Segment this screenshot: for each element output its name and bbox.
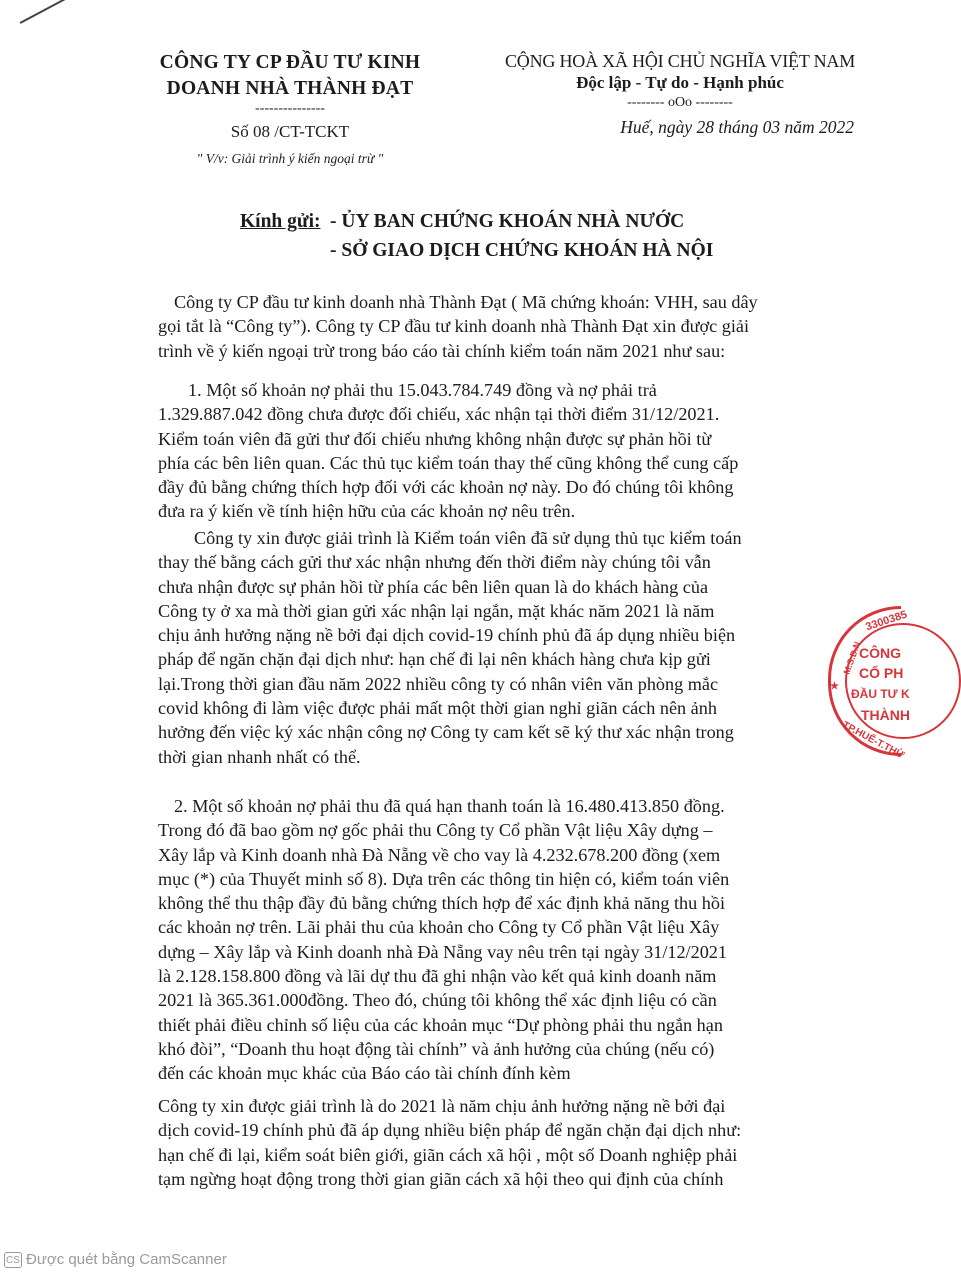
text-line: là 2.128.158.800 đồng và lãi dự thu đã ghi nhận vào kết quả kinh doanh năm bbox=[158, 966, 717, 987]
text-line: đến các khoản mục khác của Báo cáo tài chính đính kèm bbox=[158, 1063, 571, 1084]
text-line: mục (*) của Thuyết minh số 8). Dựa trên các thông tin hiện có, kiểm toán viên bbox=[158, 868, 730, 889]
camscanner-icon: CS bbox=[4, 1252, 22, 1268]
company-name-line2: DOANH NHÀ THÀNH ĐẠT bbox=[166, 78, 414, 99]
text-line: Công ty CP đầu tư kinh doanh nhà Thành Đạt ( Mã chứng khoán: VHH, sau dây bbox=[174, 292, 758, 312]
seal-line-3: ĐẦU TƯ K bbox=[851, 687, 910, 701]
explanation-2-paragraph bbox=[158, 1094, 852, 1191]
company-seal bbox=[828, 606, 910, 762]
intro-paragraph bbox=[158, 290, 852, 363]
text-line: trình về ý kiến ngoại trừ trong báo cáo tài chính kiểm toán năm 2021 như sau: bbox=[158, 340, 726, 361]
text-line: thiết phải điều chỉnh số liệu của các khoản mục “Dự phòng phải thu ngắn hạn bbox=[158, 1014, 723, 1035]
document-date: Huế, ngày 28 tháng 03 năm 2022 bbox=[620, 117, 854, 137]
text-line: đưa ra ý kiến về tính hiện hữu của các khoản nợ nêu trên. bbox=[158, 501, 576, 522]
text-line: thay thế bằng cách gửi thư xác nhận nhưng đến thời điểm này chúng tôi vẫn bbox=[158, 552, 711, 573]
scanner-watermark bbox=[4, 1251, 227, 1268]
text-line: covid không đi làm việc được phải mất một thời gian nghỉ giãn cách nên ảnh bbox=[158, 698, 717, 719]
text-line: Xây lắp và Kinh doanh nhà Đà Nẵng về cho vay là 4.232.678.200 đồng (xem bbox=[158, 844, 721, 865]
text-line: đầy đủ bằng chứng thích hợp đối với các khoản nợ này. Do đó chúng tôi không bbox=[158, 477, 734, 498]
text-line: 2. Một số khoản nợ phải thu đã quá hạn thanh toán là 16.480.413.850 đồng. bbox=[174, 796, 725, 816]
text-line: 1. Một số khoản nợ phải thu 15.043.784.749 đồng và nợ phải trả bbox=[188, 380, 657, 400]
seal-star: ★ bbox=[830, 681, 839, 692]
explanation-1-paragraph bbox=[158, 526, 826, 769]
seal-line-2: CỔ PH bbox=[859, 665, 904, 681]
nation-title: CỘNG HOÀ XÃ HỘI CHỦ NGHĨA VIỆT NAM bbox=[504, 51, 856, 71]
company-header bbox=[120, 50, 460, 170]
seal-side-text: M.S.D.N bbox=[841, 640, 863, 676]
text-line: 1.329.887.042 đồng chưa được đối chiếu, xác nhận tại thời điểm 31/12/2021. bbox=[158, 404, 720, 425]
recipient-1: - ỦY BAN CHỨNG KHOÁN NHÀ NƯỚC bbox=[330, 211, 685, 232]
item-2-paragraph bbox=[158, 794, 852, 1086]
text-line: hưởng đến việc ký xác nhận công nợ Công ty cam kết sẽ ký thư xác nhận trong bbox=[158, 722, 734, 743]
text-line: Công ty xin được giải trình là Kiểm toán viên đã sử dụng thủ tục kiểm toán bbox=[194, 528, 742, 548]
text-line: thời gian nhanh nhất có thể. bbox=[158, 746, 361, 767]
scanner-text: Được quét bằng CamScanner bbox=[26, 1251, 227, 1268]
text-line: pháp để ngăn chặn đại dịch như: hạn chế đi lại nên khách hàng chưa kịp gửi bbox=[158, 649, 711, 670]
seal-line-4: THÀNH bbox=[861, 707, 910, 723]
text-line: chịu ảnh hưởng nặng nề bởi đại dịch covid-19 chính phủ đã áp dụng nhiều biện bbox=[158, 625, 736, 646]
text-line: hạn chế đi lại, kiểm soát biên giới, giãn cách xã hội , một số Doanh nghiệp phải bbox=[158, 1144, 738, 1165]
item-1-paragraph bbox=[158, 378, 852, 524]
text-line: khó đòi”, “Doanh thu hoạt động tài chính” và ảnh hưởng của chúng (nếu có) bbox=[158, 1038, 715, 1059]
document-subject: " V/v: Giải trình ý kiến ngoại trừ " bbox=[196, 151, 384, 166]
text-line: Công ty xin được giải trình là do 2021 là năm chịu ảnh hưởng nặng nề bởi đại bbox=[158, 1096, 726, 1116]
company-divider: --------------- bbox=[255, 101, 325, 116]
text-line: 2021 là 365.361.000đồng. Theo đó, chúng tôi không thể xác định liệu có cần bbox=[158, 990, 717, 1011]
text-line: gọi tắt là “Công ty”). Công ty CP đầu tư kinh doanh nhà Thành Đạt xin được giải bbox=[158, 316, 750, 337]
text-line: tạm ngừng hoạt động trong thời gian giãn cách xã hội theo qui định của chính bbox=[158, 1168, 724, 1189]
nation-motto: Độc lập - Tự do - Hạnh phúc bbox=[576, 73, 784, 92]
text-line: chưa nhận được sự phản hồi từ phía các bên liên quan là do khách hàng của bbox=[158, 576, 709, 597]
seal-bottom-text: TP.HUẾ-T.THỪ bbox=[840, 719, 906, 762]
recipient-label: Kính gửi: bbox=[240, 211, 321, 232]
text-line: Trong đó đã bao gồm nợ gốc phải thu Công ty Cổ phần Vật liệu Xây dựng – bbox=[158, 820, 713, 841]
document-number: Số 08 /CT-TCKT bbox=[230, 122, 350, 141]
text-line: Công ty ở xa mà thời gian gửi xác nhận lại ngắn, mặt khác năm 2021 là năm bbox=[158, 600, 715, 621]
text-line: dịch covid-19 chính phủ đã áp dụng nhiều biện pháp để ngăn chặn đại dịch như: bbox=[158, 1120, 742, 1141]
text-line: Kiểm toán viên đã gửi thư đối chiếu nhưng không nhận được sự phản hồi từ bbox=[158, 428, 712, 449]
recipient-2: - SỞ GIAO DỊCH CHỨNG KHOÁN HÀ NỘI bbox=[330, 240, 714, 261]
text-line: lại.Trong thời gian đầu năm 2022 nhiều công ty có nhân viên văn phòng mắc bbox=[158, 673, 719, 694]
nation-header bbox=[480, 50, 880, 140]
text-line: phía các bên liên quan. Các thủ tục kiểm toán thay thế cũng không thể cung cấp bbox=[158, 452, 739, 473]
seal-line-1: CÔNG bbox=[859, 645, 901, 661]
pen-mark bbox=[20, 0, 67, 23]
text-line: không thể thu thập đầy đủ bằng chứng thích hợp để xác định khả năng thu hồi bbox=[158, 893, 726, 914]
company-name-line1: CÔNG TY CP ĐẦU TƯ KINH bbox=[159, 52, 421, 73]
text-line: dựng – Xây lắp và Kinh doanh nhà Đà Nẵng vay nêu trên tại ngày 31/12/2021 bbox=[158, 941, 727, 962]
motto-divider: -------- oOo -------- bbox=[627, 95, 733, 110]
seal-serial: 3300385 bbox=[864, 608, 909, 634]
text-line: các khoản nợ trên. Lãi phải thu của khoản cho Công ty Cổ phần Vật liệu Xây bbox=[158, 917, 720, 938]
